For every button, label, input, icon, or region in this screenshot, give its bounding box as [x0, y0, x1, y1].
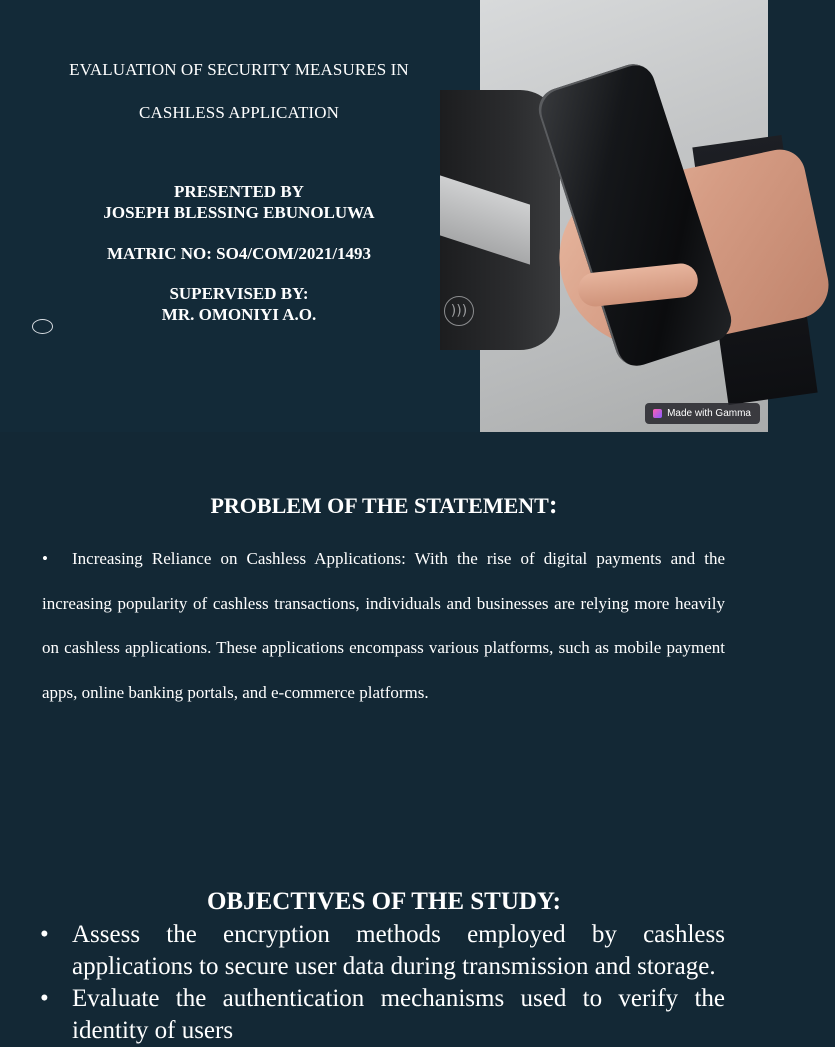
objectives-heading: OBJECTIVES OF THE STUDY:	[206, 888, 562, 915]
title-text-panel	[0, 0, 480, 432]
objectives-list	[0, 919, 768, 1047]
problem-text: Increasing Reliance on Cashless Applications: With the rise of digital payments and the increasing popularity of cashless transactions, individuals and businesses are relying more heavily on cashless applications. These applications encompass various platforms, such as mobile payment apps, online banking portals, and e-commerce platforms.	[42, 549, 725, 703]
problem-paragraph	[42, 537, 725, 716]
bullet-icon: •	[40, 985, 49, 1012]
oval-shape	[32, 319, 53, 334]
title-line-1: EVALUATION OF SECURITY MEASURES IN	[69, 60, 409, 79]
list-item	[0, 983, 768, 1047]
gamma-logo-icon	[653, 409, 662, 418]
bullet-icon: •	[42, 549, 48, 568]
objective-text: Assess the encryption methods employed by cashless applications to secure user data during transmission and storage.	[72, 921, 725, 980]
terminal-top	[440, 175, 530, 264]
nfc-icon: )))	[444, 296, 474, 326]
problem-heading	[0, 490, 768, 520]
made-with-gamma-badge[interactable]	[645, 403, 760, 424]
problem-heading-text: PROBLEM OF THE STATEMENT	[210, 493, 549, 518]
problem-heading-colon: :	[548, 490, 558, 519]
title-slide	[0, 0, 768, 432]
badge-label: Made with Gamma	[667, 408, 751, 419]
supervisor-name: MR. OMONIYI A.O.	[161, 305, 317, 324]
list-item	[0, 919, 768, 983]
matric-number: MATRIC NO: SO4/COM/2021/1493	[106, 244, 372, 263]
objectives-slide	[0, 872, 768, 1044]
presenter-name: JOSEPH BLESSING EBUNOLUWA	[103, 203, 375, 222]
presented-by-label: PRESENTED BY	[174, 182, 304, 201]
bullet-icon: •	[40, 921, 49, 948]
supervised-by-label: SUPERVISED BY:	[169, 284, 309, 303]
objective-text: Evaluate the authentication mechanisms used to verify the identity of users	[72, 985, 725, 1044]
title-line-2: CASHLESS APPLICATION	[139, 103, 339, 122]
payment-photo	[450, 0, 768, 432]
problem-slide	[0, 432, 768, 832]
payment-terminal	[440, 90, 560, 350]
